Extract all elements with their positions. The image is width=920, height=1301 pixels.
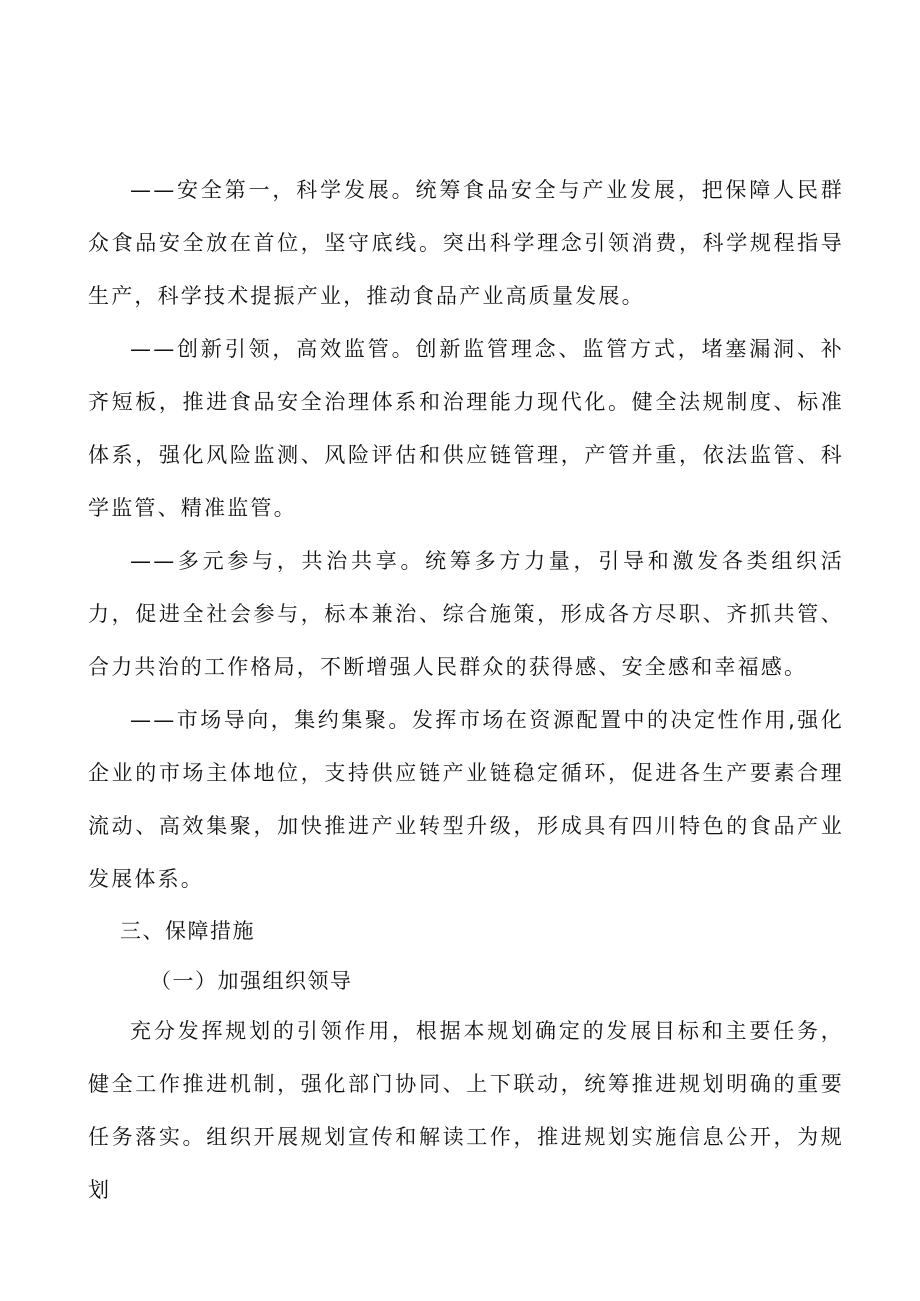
subsection-heading: （一）加强组织领导: [150, 969, 353, 993]
paragraph-market-oriented: ——市场导向，集约集聚。发挥市场在资源配置中的决定性作用,强化企业的市场主体地位，支持供应链产业链稳定循环，促进各生产要素合理流动、高效集聚，加快推进产业转型升级，形成具有四川特色的食品产业发展体系。: [88, 708, 844, 891]
paragraph-organization-leadership: 充分发挥规划的引领作用，根据本规划确定的发展目标和主要任务，健全工作推进机制，强化部门协同、上下联动，统筹推进规划明确的重要任务落实。组织开展规划宣传和解读工作，推进规划实施信息公开，为规划: [88, 1019, 844, 1202]
paragraph-multi-participation: ——多元参与，共治共享。统筹多方力量，引导和激发各类组织活力，促进全社会参与，标本兼治、综合施策，形成各方尽职、齐抓共管、合力共治的工作格局，不断增强人民群众的获得感、安全感和幸福感。: [88, 549, 844, 679]
paragraph-innovation-regulation: ——创新引领，高效监管。创新监管理念、监管方式，堵塞漏洞、补齐短板，推进食品安全治理体系和治理能力现代化。健全法规制度、标准体系，强化风险监测、风险评估和供应链管理，产管并重，依法监管、科学监管、精准监管。: [88, 337, 844, 520]
paragraph-safety-first: ——安全第一，科学发展。统筹食品安全与产业发展，把保障人民群众食品安全放在首位，坚守底线。突出科学理念引领消费，科学规程指导生产，科学技术提振产业，推动食品产业高质量发展。: [88, 178, 844, 308]
section-heading: 三、保障措施: [120, 919, 255, 943]
